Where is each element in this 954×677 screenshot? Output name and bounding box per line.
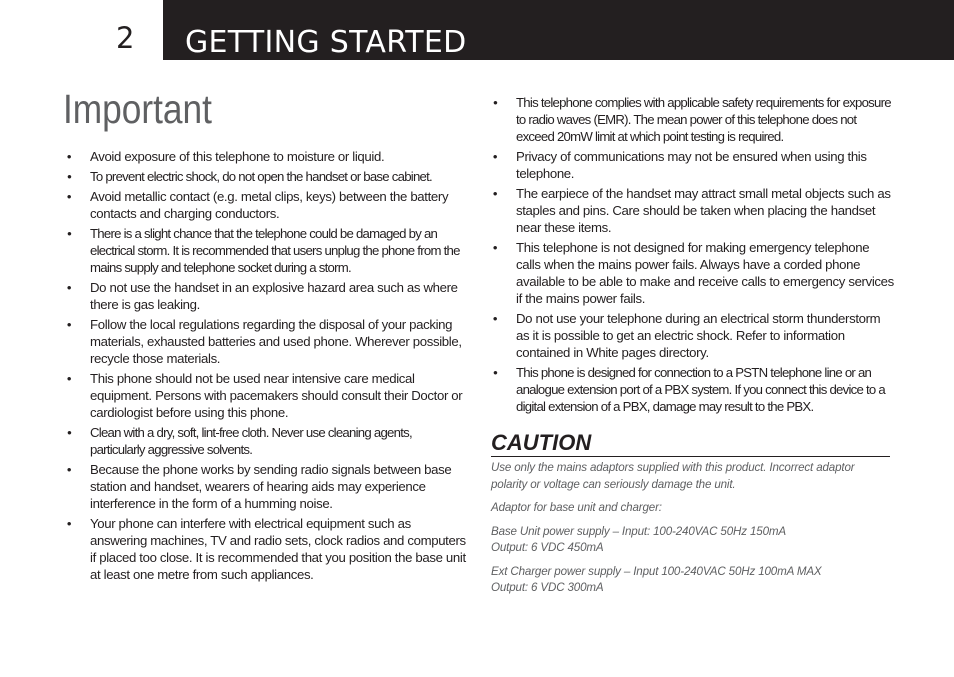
bullet-icon: • xyxy=(66,516,72,531)
list-item xyxy=(66,148,466,165)
caution-text-block xyxy=(491,460,891,604)
list-item xyxy=(492,185,894,236)
bullet-icon: • xyxy=(67,226,71,241)
charger-output-line: Output: 6 VDC 300mA xyxy=(491,581,604,594)
list-item xyxy=(493,364,894,415)
list-item xyxy=(67,424,466,458)
list-item xyxy=(492,148,894,182)
list-item xyxy=(67,225,466,276)
list-item xyxy=(66,370,466,421)
caution-intro: Use only the mains adaptors supplied with this product. Incorrect adaptor polarity or voltage can seriously damage the unit. xyxy=(491,461,855,491)
list-item-text: Avoid exposure of this telephone to moisture or liquid. xyxy=(90,149,385,164)
list-item-text: Your phone can interfere with electrical equipment such as answering machines, TV and radio sets, clock radios and computers if placed too close. It is recommended that you position the base unit at least one metre from such appliances. xyxy=(90,516,466,582)
section-header-bar xyxy=(163,0,954,60)
list-item-text: This telephone complies with applicable safety requirements for exposure to radio waves (EMR). The mean power of this telephone does not exceed 20mW limit at which point testing is required. xyxy=(516,95,891,144)
list-item-text: There is a slight chance that the telephone could be damaged by an electrical storm. It is recommended that users unplug the phone from the mains supply and telephone socket during a storm. xyxy=(90,226,460,275)
list-item xyxy=(66,279,466,313)
bullet-icon: • xyxy=(492,311,498,326)
list-item-text: Do not use the handset in an explosive hazard area such as where there is gas leaking. xyxy=(90,280,458,312)
list-item-text: Follow the local regulations regarding the disposal of your packing materials, exhausted batteries and used phone. Wherever possible, recycle those materials. xyxy=(90,317,462,366)
bullet-icon: • xyxy=(66,462,72,477)
caution-heading: CAUTION xyxy=(491,430,890,457)
page-title: Important xyxy=(63,86,212,132)
right-bullet-list xyxy=(492,94,894,418)
bullet-icon: • xyxy=(492,149,498,164)
list-item-text: This telephone is not designed for making emergency telephone calls when the mains power fails. Always have a corded phone available to be able to make and receive calls to emergency services if the mains power fails. xyxy=(516,240,894,306)
bullet-icon: • xyxy=(66,280,72,295)
list-item-text: This phone is designed for connection to a PSTN telephone line or an analogue extension port of a PBX system. If you connect this device to a digital extension of a PBX, damage may result to the PBX. xyxy=(516,365,885,414)
base-output-line: Output: 6 VDC 450mA xyxy=(491,541,604,554)
bullet-icon: • xyxy=(492,240,498,255)
bullet-icon: • xyxy=(66,317,72,332)
bullet-icon: • xyxy=(67,425,71,440)
list-item xyxy=(66,188,466,222)
charger-supply-line: Ext Charger power supply – Input 100-240VAC 50Hz 100mA MAX xyxy=(491,564,822,578)
list-item xyxy=(66,316,466,367)
list-item-text: This phone should not be used near intensive care medical equipment. Persons with pacemakers should consult their Doctor or cardiologist before using this phone. xyxy=(90,371,463,420)
base-supply-line: Base Unit power supply – Input: 100-240VAC 50Hz 150mA xyxy=(491,524,786,538)
base-unit-spec xyxy=(491,524,891,557)
list-item xyxy=(66,461,466,512)
list-item xyxy=(493,94,894,145)
bullet-icon: • xyxy=(66,149,72,164)
list-item-text: Privacy of communications may not be ensured when using this telephone. xyxy=(516,149,867,181)
list-item xyxy=(492,310,894,361)
left-bullet-list xyxy=(66,148,466,586)
bullet-icon: • xyxy=(493,95,497,110)
list-item-text: To prevent electric shock, do not open the handset or base cabinet. xyxy=(90,169,432,184)
list-item-text: Avoid metallic contact (e.g. metal clips, keys) between the battery contacts and charging conductors. xyxy=(90,189,449,221)
list-item-text: Because the phone works by sending radio signals between base station and handset, wearers of hearing aids may experience interference in the form of a humming noise. xyxy=(90,462,452,511)
bullet-icon: • xyxy=(493,365,497,380)
adaptor-label: Adaptor for base unit and charger: xyxy=(491,501,662,514)
list-item-text: The earpiece of the handset may attract small metal objects such as staples and pins. Care should be taken when placing the handset near these items. xyxy=(516,186,891,235)
list-item-text: Do not use your telephone during an electrical storm thunderstorm as it is possible to get an electric shock. Refer to information contained in White pages directory. xyxy=(516,311,881,360)
bullet-icon: • xyxy=(66,371,72,386)
list-item xyxy=(67,168,466,185)
list-item xyxy=(492,239,894,307)
list-item-text: Clean with a dry, soft, lint-free cloth. Never use cleaning agents, particularly aggressive solvents. xyxy=(90,425,412,457)
list-item xyxy=(66,515,466,583)
page-number: 2 xyxy=(116,21,135,55)
bullet-icon: • xyxy=(67,169,71,184)
bullet-icon: • xyxy=(66,189,72,204)
bullet-icon: • xyxy=(492,186,498,201)
charger-spec xyxy=(491,564,891,597)
section-title: GETTING STARTED xyxy=(185,25,467,60)
